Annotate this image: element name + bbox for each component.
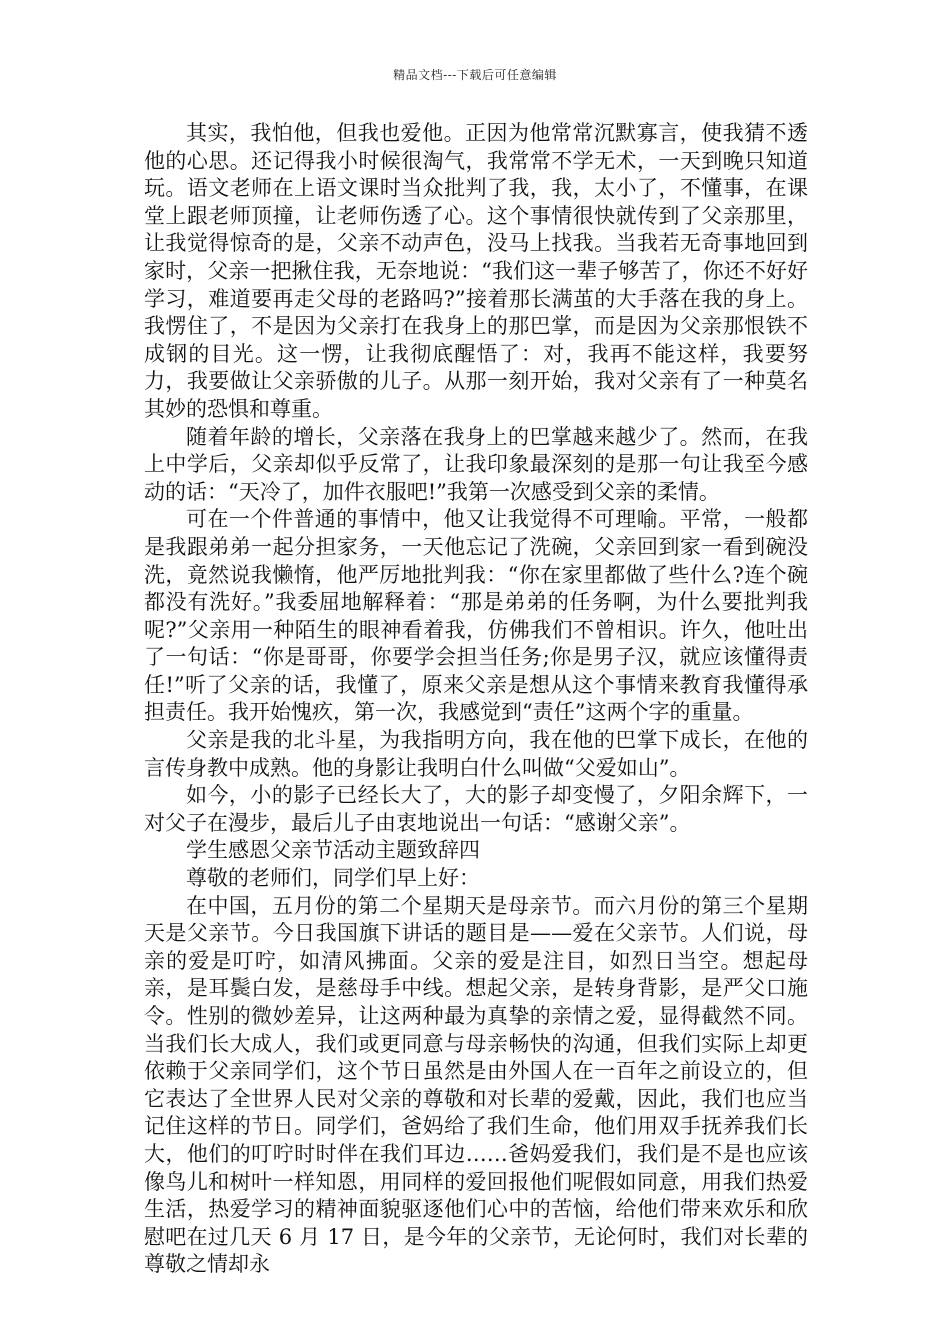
section-heading: 学生感恩父亲节活动主题致辞四 [186,838,480,863]
page-header: 精品文档---下载后可任意编辑 [393,68,557,82]
paragraph-8: 在中国，五月份的第二个星期天是母亲节。而六月份的第三个星期天是父亲节。今日我国旗下讲话的题目是——爱在父亲节。人们说，母亲的爱是叮咛，如清风拂面。父亲的爱是注目，如烈日当空。想起母亲，是耳鬓白发，是慈母手中线。想起父亲，是转身背影，是严父口施令。性别的微妙差异，让这两种最为真挚的亲情之爱，显得截然不同。当我们长大成人，我们或更同意与母亲畅快的沟通，但我们实际上却更依赖于父亲同学们，这个节日虽然是由外国人在一百年之前设立的，但它表达了全世界人民对父亲的尊敬和对长辈的爱戴，因此，我们也应当记住这样的节日。同学们，爸妈给了我们生命，他们用双手抚养我们长大，他们的叮咛时时伴在我们耳边……爸妈爱我们，我们是不是也应该像鸟儿和树叶一样知恩，用同样的爱回报他们呢假如同意，用我们热爱生活，热爱学习的精神面貌驱逐他们心中的苦恼，给他们带来欢乐和欣慰吧在过几天 6 月 17 日，是今年的父亲节，无论何时，我们对长辈的尊敬之情却永 [144,893,808,1277]
paragraph-4: 父亲是我的北斗星，为我指明方向，我在他的巴掌下成长，在他的言传身教中成熟。他的身影让我明白什么叫做“父爱如山”。 [144,728,808,780]
paragraph-5: 如今，小的影子已经长大了，大的影子却变慢了，夕阳余辉下，一对父子在漫步，最后儿子由衷地说出一句话：“感谢父亲”。 [144,783,808,835]
paragraph-3: 可在一个件普通的事情中，他又让我觉得不可理喻。平常，一般都是我跟弟弟一起分担家务，一天他忘记了洗碗，父亲回到家一看到碗没洗，竟然说我懒惰，他严厉地批判我：“你在家里都做了些什么?连个碗都没有洗好。”我委屈地解释着：“那是弟弟的任务啊，为什么要批判我呢?”父亲用一种陌生的眼神看着我，仿佛我们不曾相识。许久，他吐出了一句话：“你是哥哥，你要学会担当任务;你是男子汉，就应该懂得责任!”听了父亲的话，我懂了，原来父亲是想从这个事情来教育我懂得承担责任。我开始愧疚，第一次，我感觉到“责任”这两个字的重量。 [144,507,808,725]
document-body [144,120,808,1279]
paragraph-2: 随着年龄的增长，父亲落在我身上的巴掌越来越少了。然而，在我上中学后，父亲却似乎反常了，让我印象最深刻的是那一句让我至今感动的话：“天冷了，加件衣服吧!”我第一次感受到父亲的柔情。 [144,424,808,504]
paragraph-1: 其实，我怕他，但我也爱他。正因为他常常沉默寡言，使我猜不透他的心思。还记得我小时候很淘气，我常常不学无术，一天到晚只知道玩。语文老师在上语文课时当众批判了我，我，太小了，不懂事，在课堂上跟老师顶撞，让老师伤透了心。这个事情很快就传到了父亲那里，让我觉得惊奇的是，父亲不动声色，没马上找我。当我若无奇事地回到家时，父亲一把揪住我，无奈地说：“我们这一辈子够苦了，你还不好好学习，难道要再走父母的老路吗?”接着那长满茧的大手落在我的身上。我愣住了，不是因为父亲打在我身上的那巴掌，而是因为父亲那恨铁不成钢的目光。这一愣，让我彻底醒悟了：对，我再不能这样，我要努力，我要做让父亲骄傲的儿子。从那一刻开始，我对父亲有了一种莫名其妙的恐惧和尊重。 [144,121,808,421]
greeting: 尊敬的老师们，同学们早上好： [186,866,480,891]
